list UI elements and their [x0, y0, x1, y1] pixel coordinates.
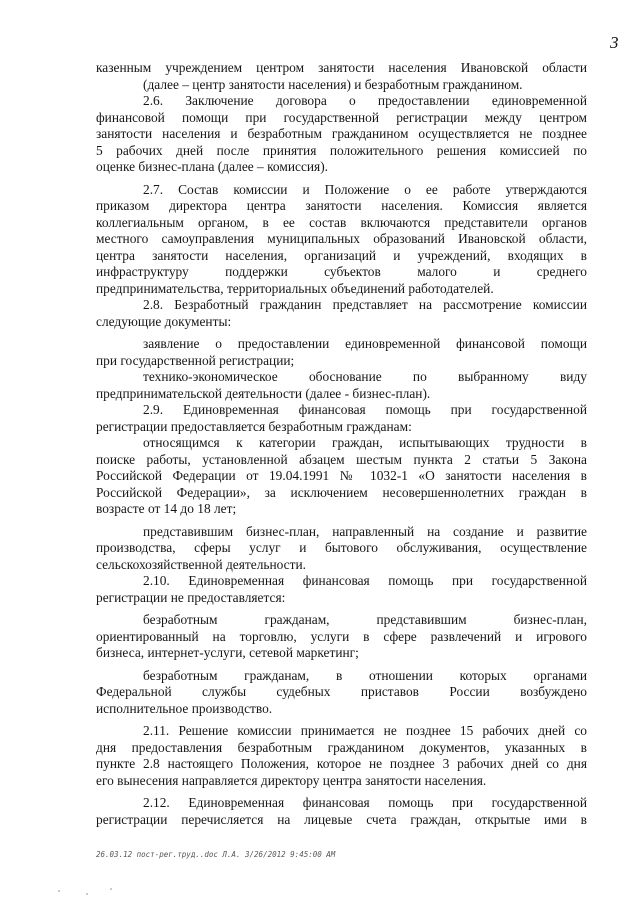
text-line: финансовой помощи при государственной регистрации между центром: [96, 109, 587, 125]
text-line: Федеральной службы судебных приставов России возбуждено: [96, 684, 587, 699]
list-item: технико-экономическое обоснование по выбранному виду: [143, 369, 587, 384]
document-body: [96, 60, 587, 828]
text-line: при государственной регистрации;: [96, 352, 295, 368]
text-line: пункте 2.8 настоящего Положения, которое не позднее 3 рабочих дней со дня: [96, 756, 587, 771]
text-line: возрасте от 14 до 18 лет;: [96, 501, 237, 516]
text-line: предпринимательской деятельности (далее - бизнес-план).: [96, 385, 431, 401]
scan-speck: [110, 888, 112, 890]
text-line: центра занятости населения, организаций и учреждений, входящих в: [96, 247, 587, 263]
page-number: 3: [610, 33, 619, 52]
text-line: Российской Федерации», за исключением несовершеннолетних граждан в: [96, 484, 587, 500]
list-item: представившим бизнес-план, направленный на создание и развитие: [143, 523, 587, 539]
text-line: занятости населения и безработным гражданином осуществляется не позднее: [96, 126, 587, 141]
paragraph-2-12: 2.12. Единовременная финансовая помощь при государственной: [143, 795, 587, 810]
list-item: относящимся к категории граждан, испытывающих трудности в: [143, 435, 587, 450]
text-line: исполнительное производство.: [96, 700, 273, 716]
paragraph-2-10: 2.10. Единовременная финансовая помощь при государственной: [143, 573, 587, 588]
text-line: оценке бизнес-плана (далее – комиссия).: [96, 159, 329, 174]
list-item: заявление о предоставлении единовременной финансовой помощи: [143, 336, 587, 351]
text-line: регистрации не предоставляется:: [96, 589, 286, 605]
text-line: сельскохозяйственной деятельности.: [96, 556, 306, 572]
list-item: безработным гражданам, представившим бизнес-план,: [143, 612, 587, 627]
text-line: ориентированный на торговлю, услуги в сфере развлечений и игрового: [96, 628, 587, 644]
text-line: регистрации перечисляется на лицевые счета граждан, открытые ими в: [96, 811, 587, 827]
text-line: приказом директора центра занятости населения. Комиссия является: [96, 198, 587, 213]
text-line: поиске работы, установленной абзацем шестым пункта 2 статьи 5 Закона: [96, 451, 587, 467]
text-line: местного самоуправления муниципальных образований Ивановской области,: [96, 231, 587, 246]
text-line: регистрации предоставляется безработным гражданам:: [96, 418, 412, 434]
paragraph-2-11: 2.11. Решение комиссии принимается не позднее 15 рабочих дней со: [143, 723, 587, 738]
text-line: инфраструктуру поддержки субъектов малого и среднего: [96, 264, 587, 279]
text-line: предпринимательства, территориальных объединений работодателей.: [96, 280, 494, 296]
paragraph-2-9: 2.9. Единовременная финансовая помощь при государственной: [143, 402, 587, 417]
text-line: его вынесения направляется директору центра занятости населения.: [96, 772, 487, 788]
text-line: казенным учреждением центром занятости населения Ивановской области: [96, 60, 587, 75]
scan-speck: [86, 893, 88, 895]
text-line: следующие документы:: [96, 313, 232, 329]
text-line: 5 рабочих дней после принятия положительного решения комиссией по: [96, 142, 587, 158]
text-line: производства, сферы услуг и бытового обслуживания, осуществление: [96, 540, 587, 555]
text-line: бизнеса, интернет-услуги, сетевой маркетинг;: [96, 645, 359, 660]
list-item: безработным гражданам, в отношении которых органами: [143, 667, 587, 683]
text-line: (далее – центр занятости населения) и безработным гражданином.: [143, 76, 523, 92]
paragraph-2-6: 2.6. Заключение договора о предоставлении единовременной: [143, 93, 587, 108]
scan-speck: [58, 890, 60, 892]
paragraph-2-8: 2.8. Безработный гражданин представляет на рассмотрение комиссии: [143, 297, 587, 312]
text-line: Российской Федерации от 19.04.1991 № 1032-1 «О занятости населения в: [96, 468, 587, 483]
file-footer: 26.03.12 пост-рег.труд..doc Л.А. 3/26/2012 9:45:00 AM: [96, 850, 336, 859]
text-line: дня предоставления безработным гражданином документов, указанных в: [96, 739, 587, 755]
paragraph-2-7: 2.7. Состав комиссии и Положение о ее работе утверждаются: [143, 181, 587, 197]
text-line: коллегиальным органом, в ее состав включаются представители органов: [96, 214, 587, 230]
